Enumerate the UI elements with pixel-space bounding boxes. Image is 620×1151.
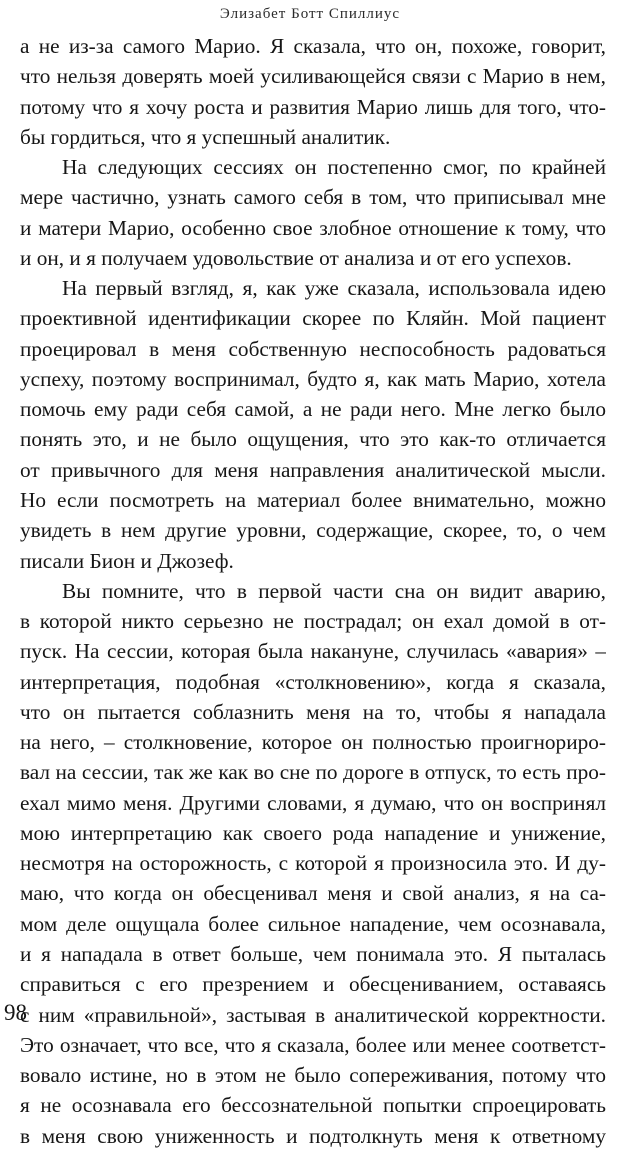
page-number: 98	[4, 1000, 27, 1025]
text-line: проективной идентификации скорее по Кляйн. Мой пациент	[20, 306, 606, 331]
text-line: потому что я хочу роста и развития Марио лишь для того, что-	[20, 94, 606, 119]
text-line: мере частично, узнать самого себя в том, что приписывал мне	[20, 185, 606, 210]
text-line: пуск. На сессии, которая была накануне, случилась «авария» –	[20, 639, 606, 664]
text-line: несмотря на осторожность, с которой я произносила это. И ду-	[20, 851, 606, 876]
text-line: писали Бион и Джозеф.	[20, 548, 234, 573]
text-line: а не из-за самого Марио. Я сказала, что он, похоже, говорит,	[20, 34, 606, 58]
text-line: На следующих сессиях он постепенно смог, по крайней	[62, 155, 606, 180]
text-line: успеху, поэтому воспринимал, будто я, как мать Марио, хотела	[20, 366, 606, 391]
text-line: и я нападала в ответ больше, чем понимала это. Я пыталась	[20, 941, 606, 966]
text-line: справиться с его презрением и обесцениванием, оставаясь	[20, 972, 606, 997]
text-line: На первый взгляд, я, как уже сказала, использовала идею	[62, 276, 606, 301]
text-line: что он пытается соблазнить меня на то, чтобы я нападала	[20, 699, 606, 724]
text-line: мою интерпретацию как своего рода нападение и унижение,	[20, 820, 606, 845]
text-line: ехал мимо меня. Другими словами, я думаю, что он воспринял	[20, 790, 606, 815]
text-line: в которой никто серьезно не пострадал; он ехал домой в от-	[20, 609, 606, 634]
text-line: мом деле ощущала более сильное нападение, чем осознавала,	[20, 911, 606, 936]
text-line: проецировал в меня собственную неспособность радоваться	[20, 336, 606, 361]
text-line: и матери Марио, особенно свое злобное отношение к тому, что	[20, 215, 606, 240]
text-line: и он, и я получаем удовольствие от анализа и от его успехов.	[20, 245, 572, 270]
text-line: маю, что когда он обесценивал меня и свой анализ, я на са-	[20, 881, 606, 906]
text-line: вовало истине, но в этом не было сопереживания, потому что	[20, 1063, 606, 1088]
text-line: Вы помните, что в первой части сна он видит аварию,	[62, 578, 606, 603]
text-line: вал на сессии, так же как во сне по дороге в отпуск, то есть про-	[20, 760, 606, 785]
text-line: в меня свою униженность и подтолкнуть меня к ответному	[20, 1123, 606, 1148]
text-line: я не осознавала его бессознательной попытки спроецировать	[20, 1093, 606, 1118]
text-line: понять это, и не было ощущения, что это как-то отличается	[20, 427, 606, 452]
running-head: Элизабет Ботт Спиллиус	[219, 6, 401, 22]
text-line: на него, – столкновение, которое он полностью проигнориро-	[20, 730, 606, 755]
text-line: от привычного для меня направления аналитической мысли.	[20, 457, 606, 482]
text-line: интерпретация, подобная «столкновению», когда я сказала,	[20, 669, 606, 694]
text-line: с ним «правильной», застывая в аналитической корректности.	[20, 1002, 606, 1027]
text-line: Но если посмотреть на материал более внимательно, можно	[20, 487, 606, 512]
text-line: что нельзя доверять моей усиливающейся связи с Марио в нем,	[20, 64, 606, 89]
text-line: увидеть в нем другие уровни, содержащие, скорее, то, о чем	[20, 518, 606, 543]
body-text	[20, 31, 606, 1151]
text-line: Это означает, что все, что я сказала, более или менее соответст-	[20, 1032, 606, 1057]
text-line: помочь ему ради себя самой, а не ради него. Мне легко было	[20, 397, 606, 422]
text-line: бы гордиться, что я успешный аналитик.	[20, 124, 391, 149]
